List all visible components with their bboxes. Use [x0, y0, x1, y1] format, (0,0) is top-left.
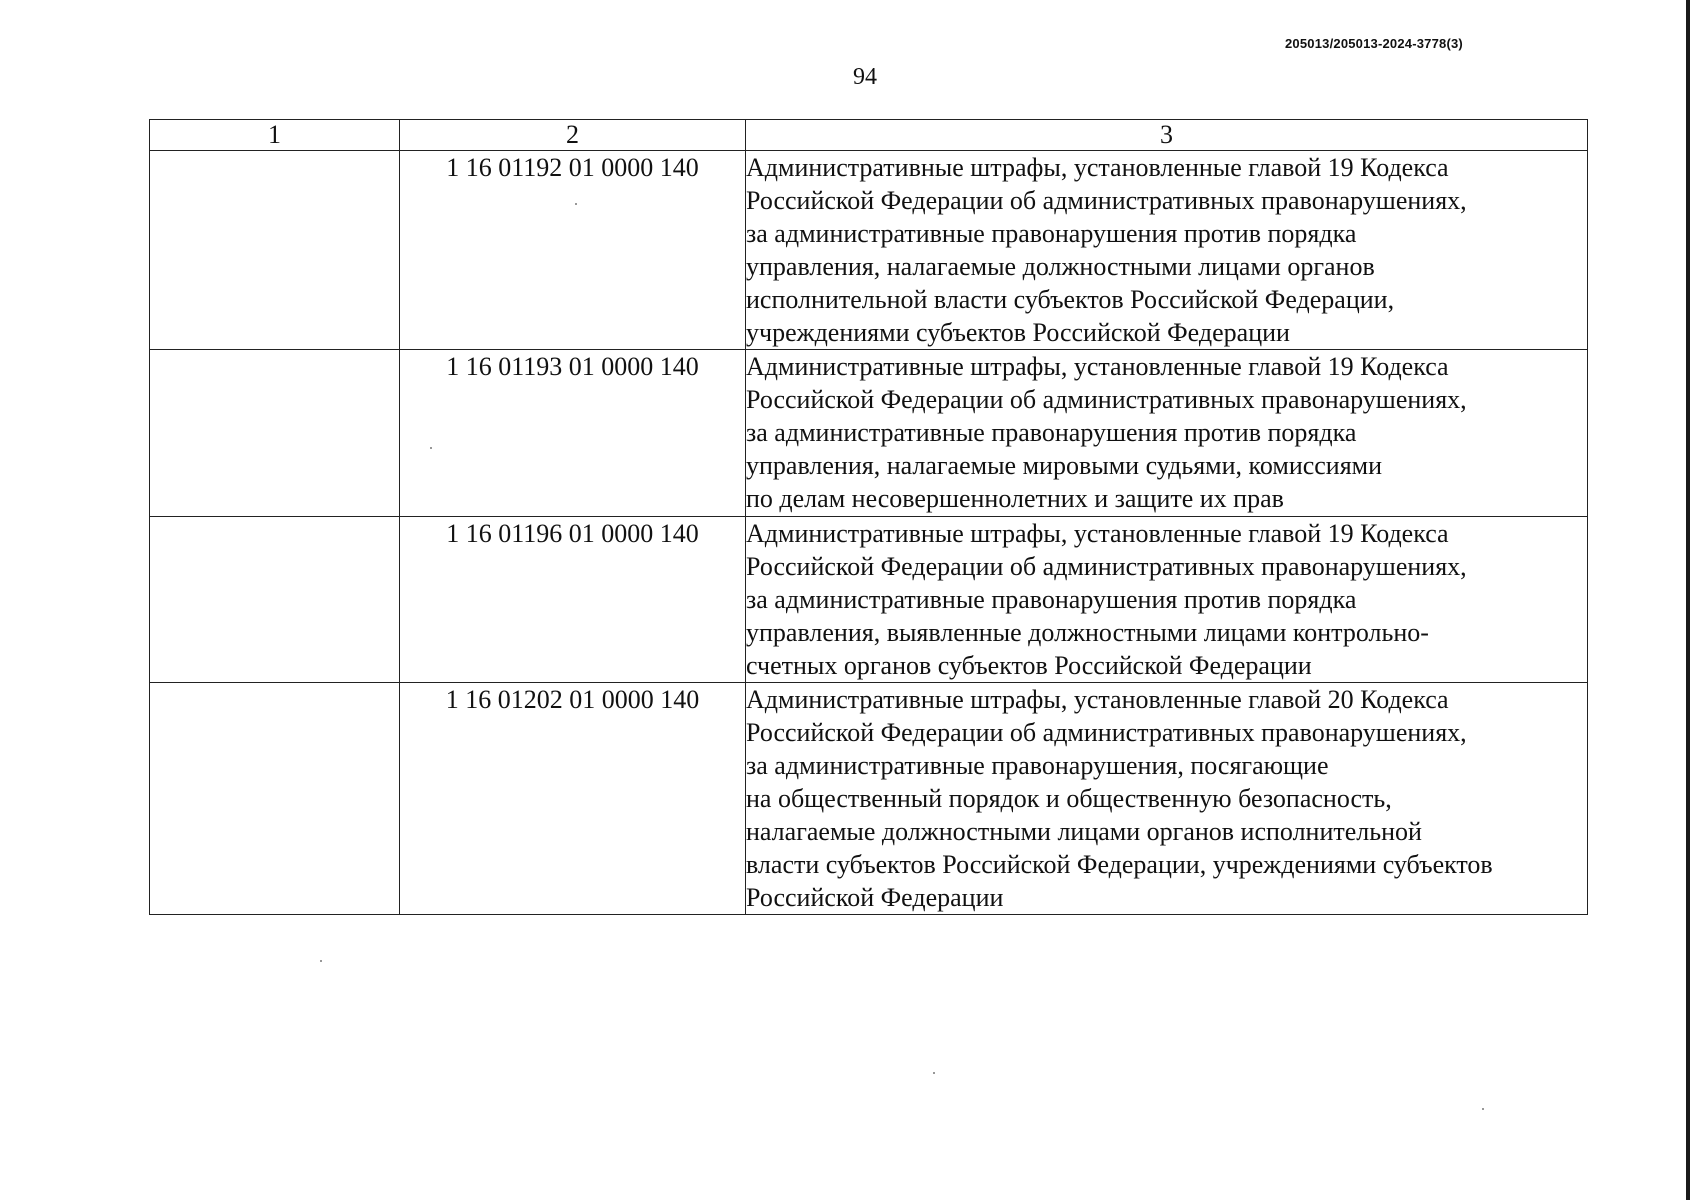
row-code-cell: 1 16 01193 01 0000 140 — [400, 350, 746, 517]
scan-speck — [575, 203, 577, 205]
column-header-2: 2 — [400, 120, 746, 151]
row-col1-cell — [150, 517, 400, 683]
scan-speck — [1482, 1108, 1484, 1110]
column-header-3: 3 — [746, 120, 1588, 151]
row-col1-cell — [150, 350, 400, 517]
scan-speck — [933, 1072, 935, 1074]
document-id: 205013/205013-2024-3778(3) — [1285, 36, 1463, 51]
table-row — [150, 350, 1588, 517]
row-col1-cell — [150, 151, 400, 350]
row-code-cell: 1 16 01196 01 0000 140 — [400, 517, 746, 683]
row-description-cell: Административные штрафы, установленные главой 20 Кодекса Российской Федерации об административных правонарушениях, за административные правонарушения, посягающие на общественный порядок и общественную безопасность, налагаемые должностными лицами органов исполнительной власти субъектов Российской Федерации, учреждениями субъектов Российской Федерации — [746, 683, 1588, 915]
scan-speck — [320, 960, 322, 962]
column-header-1: 1 — [150, 120, 400, 151]
row-col1-cell — [150, 683, 400, 915]
table-row — [150, 151, 1588, 350]
row-description-cell: Административные штрафы, установленные главой 19 Кодекса Российской Федерации об административных правонарушениях, за административные правонарушения против порядка управления, налагаемые должностными лицами органов исполнительной власти субъектов Российской Федерации, учреждениями субъектов Российской Федерации — [746, 151, 1588, 350]
row-code-cell: 1 16 01202 01 0000 140 — [400, 683, 746, 915]
page-number: 94 — [853, 64, 877, 90]
table-row — [150, 517, 1588, 683]
table-row — [150, 683, 1588, 915]
scan-speck — [430, 447, 432, 449]
row-description-cell: Административные штрафы, установленные главой 19 Кодекса Российской Федерации об административных правонарушениях, за административные правонарушения против порядка управления, выявленные должностными лицами контрольно- счетных органов субъектов Российской Федерации — [746, 517, 1588, 683]
fees-table — [149, 119, 1588, 915]
table-header-row — [150, 120, 1588, 151]
scan-edge-border — [1686, 0, 1690, 1200]
row-code-cell: 1 16 01192 01 0000 140 — [400, 151, 746, 350]
row-description-cell: Административные штрафы, установленные главой 19 Кодекса Российской Федерации об административных правонарушениях, за административные правонарушения против порядка управления, налагаемые мировыми судьями, комиссиями по делам несовершеннолетних и защите их прав — [746, 350, 1588, 517]
